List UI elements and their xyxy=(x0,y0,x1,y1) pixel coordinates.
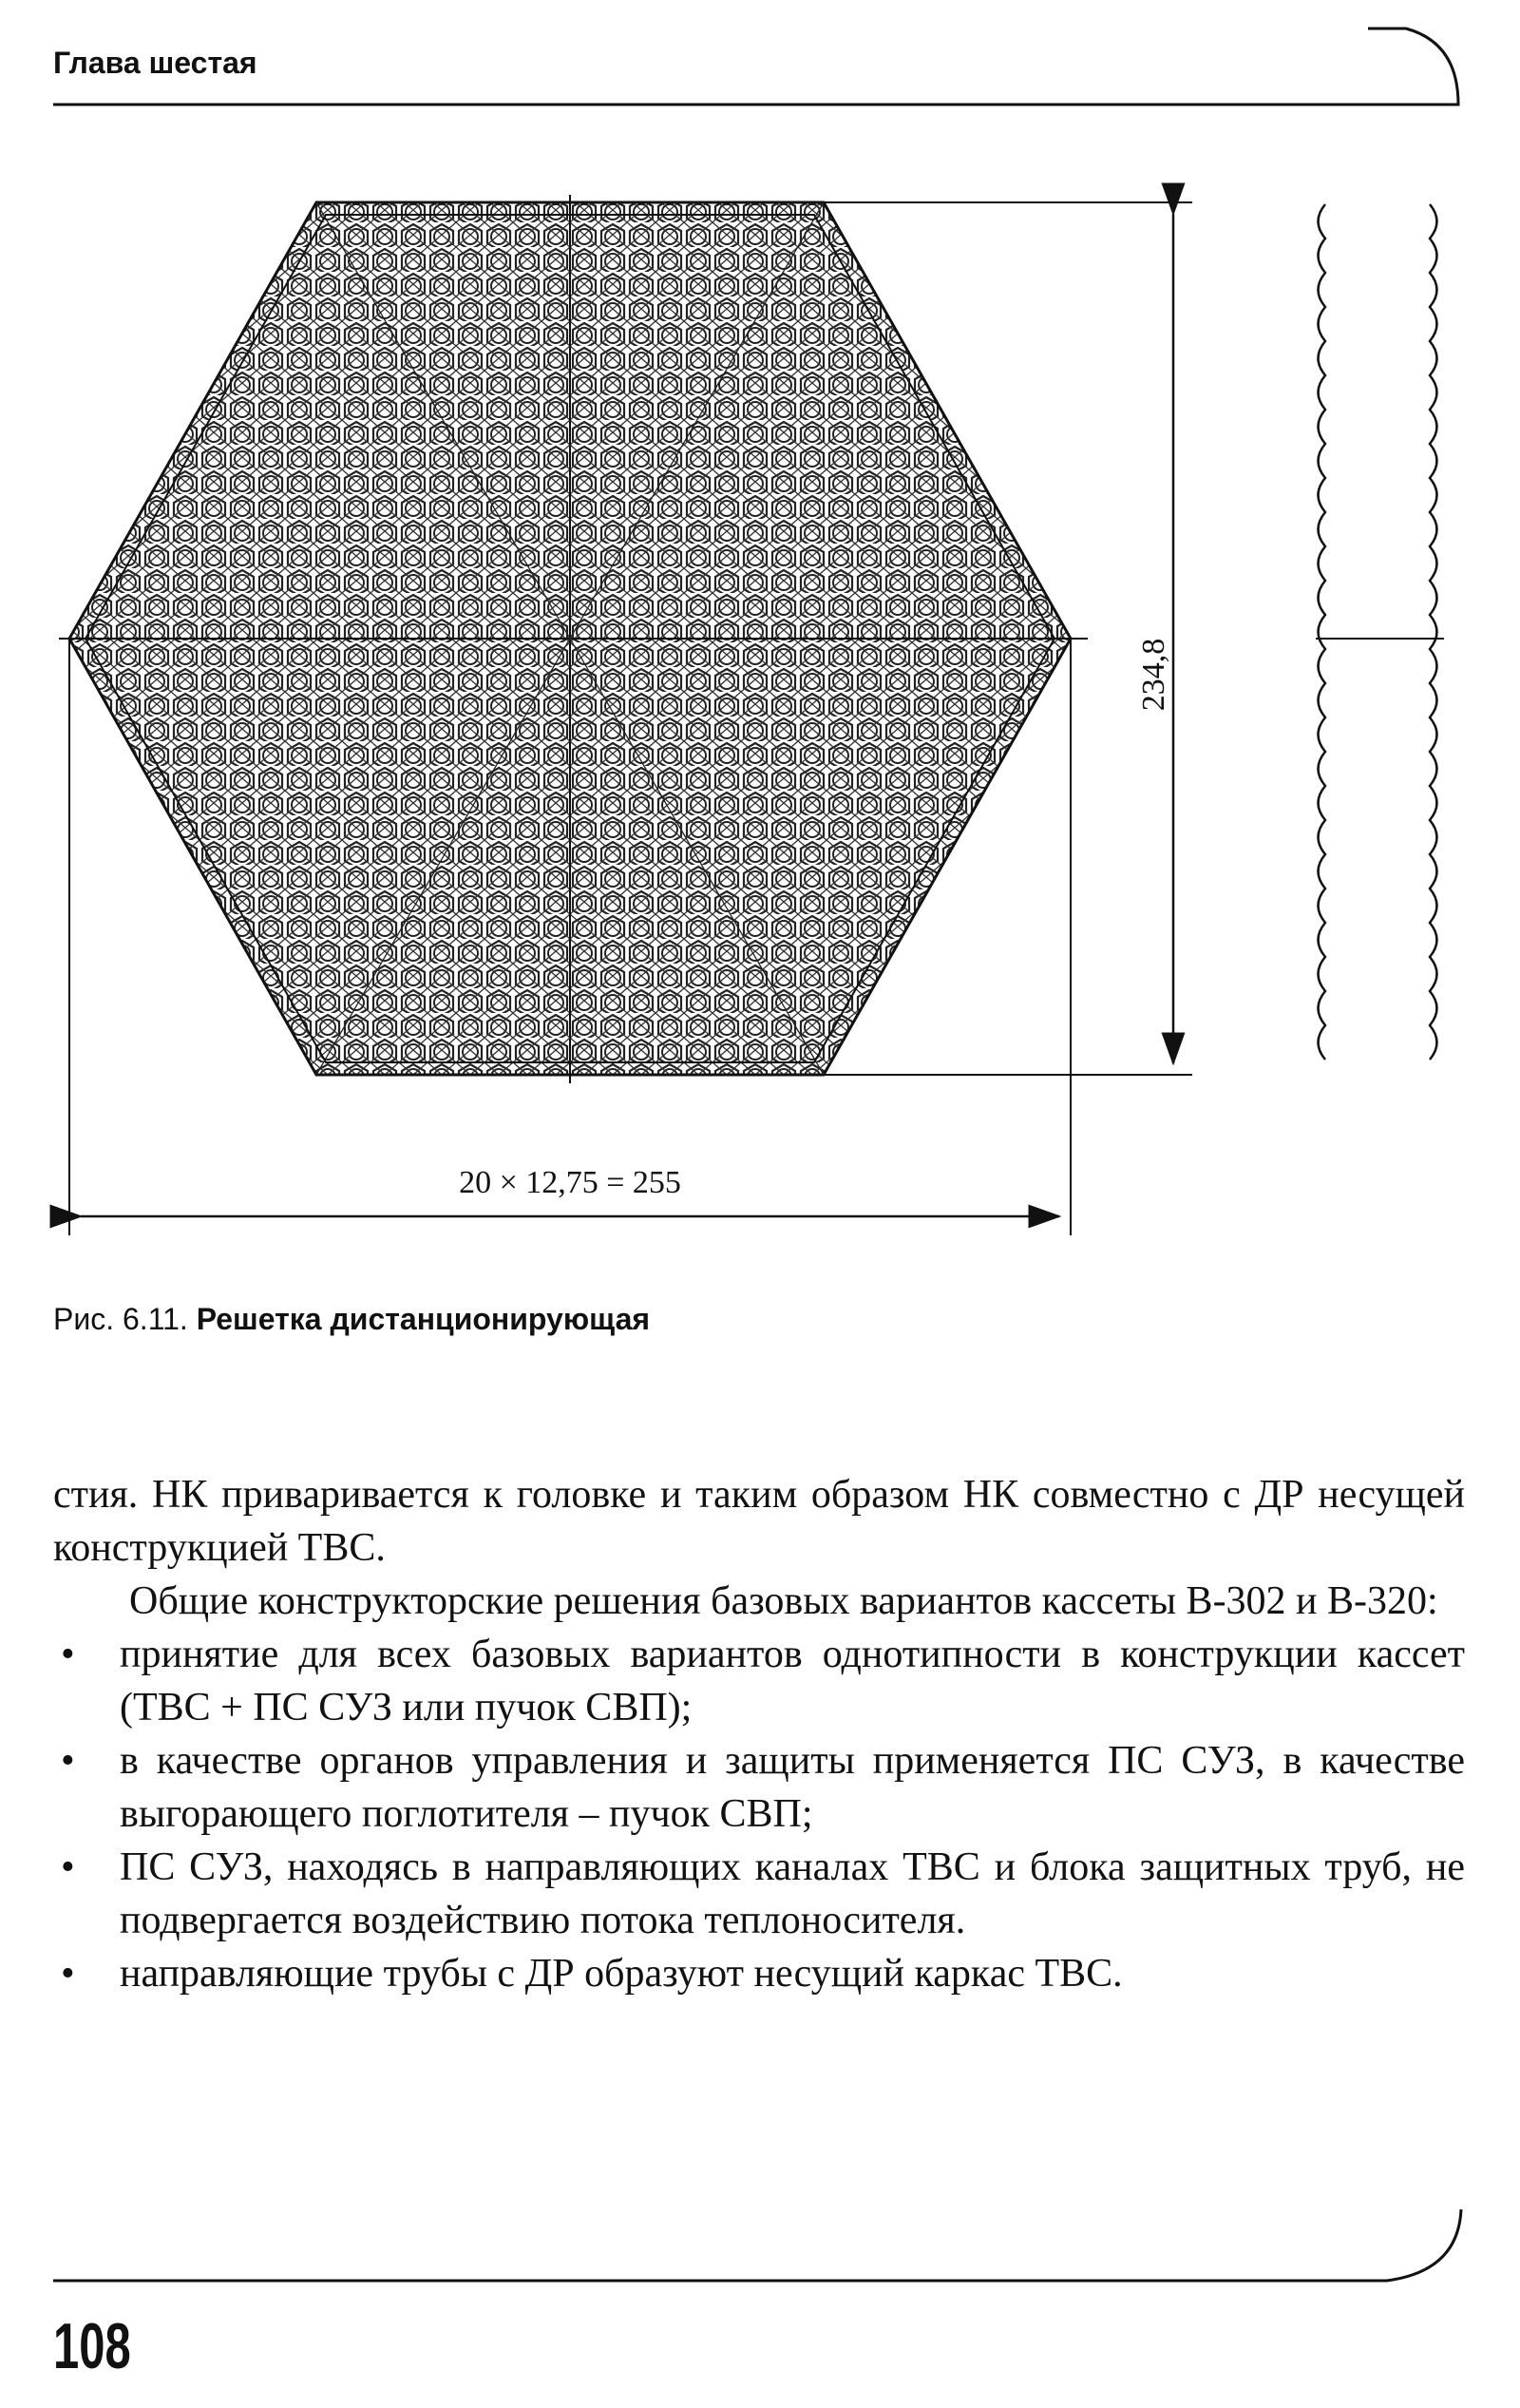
caption-title: Решетка дистанционирующая xyxy=(196,1302,651,1336)
height-dimension-label: 234,8 xyxy=(1136,638,1171,712)
bullet-marker: • xyxy=(61,1952,75,1996)
chapter-title: Глава шестая xyxy=(53,46,257,80)
caption-prefix: Рис. 6.11. xyxy=(53,1302,188,1336)
list-item: • в качестве органов управления и защиты применяется ПС СУЗ, в качестве выгорающего поглотителя – пучок СВП; xyxy=(53,1734,1465,1841)
bullet-marker: • xyxy=(61,1739,75,1783)
spacer-grid-drawing xyxy=(57,190,1088,1093)
list-item: • ПС СУЗ, находясь в направляющих каналах ТВС и блока защитных труб, не подвергается воздействию потока теплоносителя. xyxy=(53,1841,1465,1947)
list-item: • принятие для всех базовых вариантов однотипности в конструкции кассет (ТВС + ПС СУЗ или пучок СВП); xyxy=(53,1628,1465,1734)
figure-caption xyxy=(53,1302,650,1337)
bullet-list xyxy=(53,1628,1465,2000)
bullet-marker: • xyxy=(61,1845,75,1889)
body-text xyxy=(53,1468,1465,2000)
paragraph-2: Общие конструкторские решения базовых вариантов кассеты В-302 и В-320: xyxy=(129,1579,1438,1623)
header-rule xyxy=(53,29,1458,105)
page-number: 108 xyxy=(53,2310,131,2382)
footer-rule xyxy=(53,2209,1461,2281)
side-view-drawing xyxy=(1316,204,1444,1060)
bullet-marker: • xyxy=(61,1633,75,1676)
width-dimension-label: 20 × 12,75 = 255 xyxy=(459,1165,681,1200)
paragraph-1: стия. НК приваривается к головке и таким образом НК совместно с ДР несущей конструкцией ТВС. xyxy=(53,1473,1465,1570)
list-item: • направляющие трубы с ДР образуют несущий каркас ТВС. xyxy=(53,1947,1465,2000)
